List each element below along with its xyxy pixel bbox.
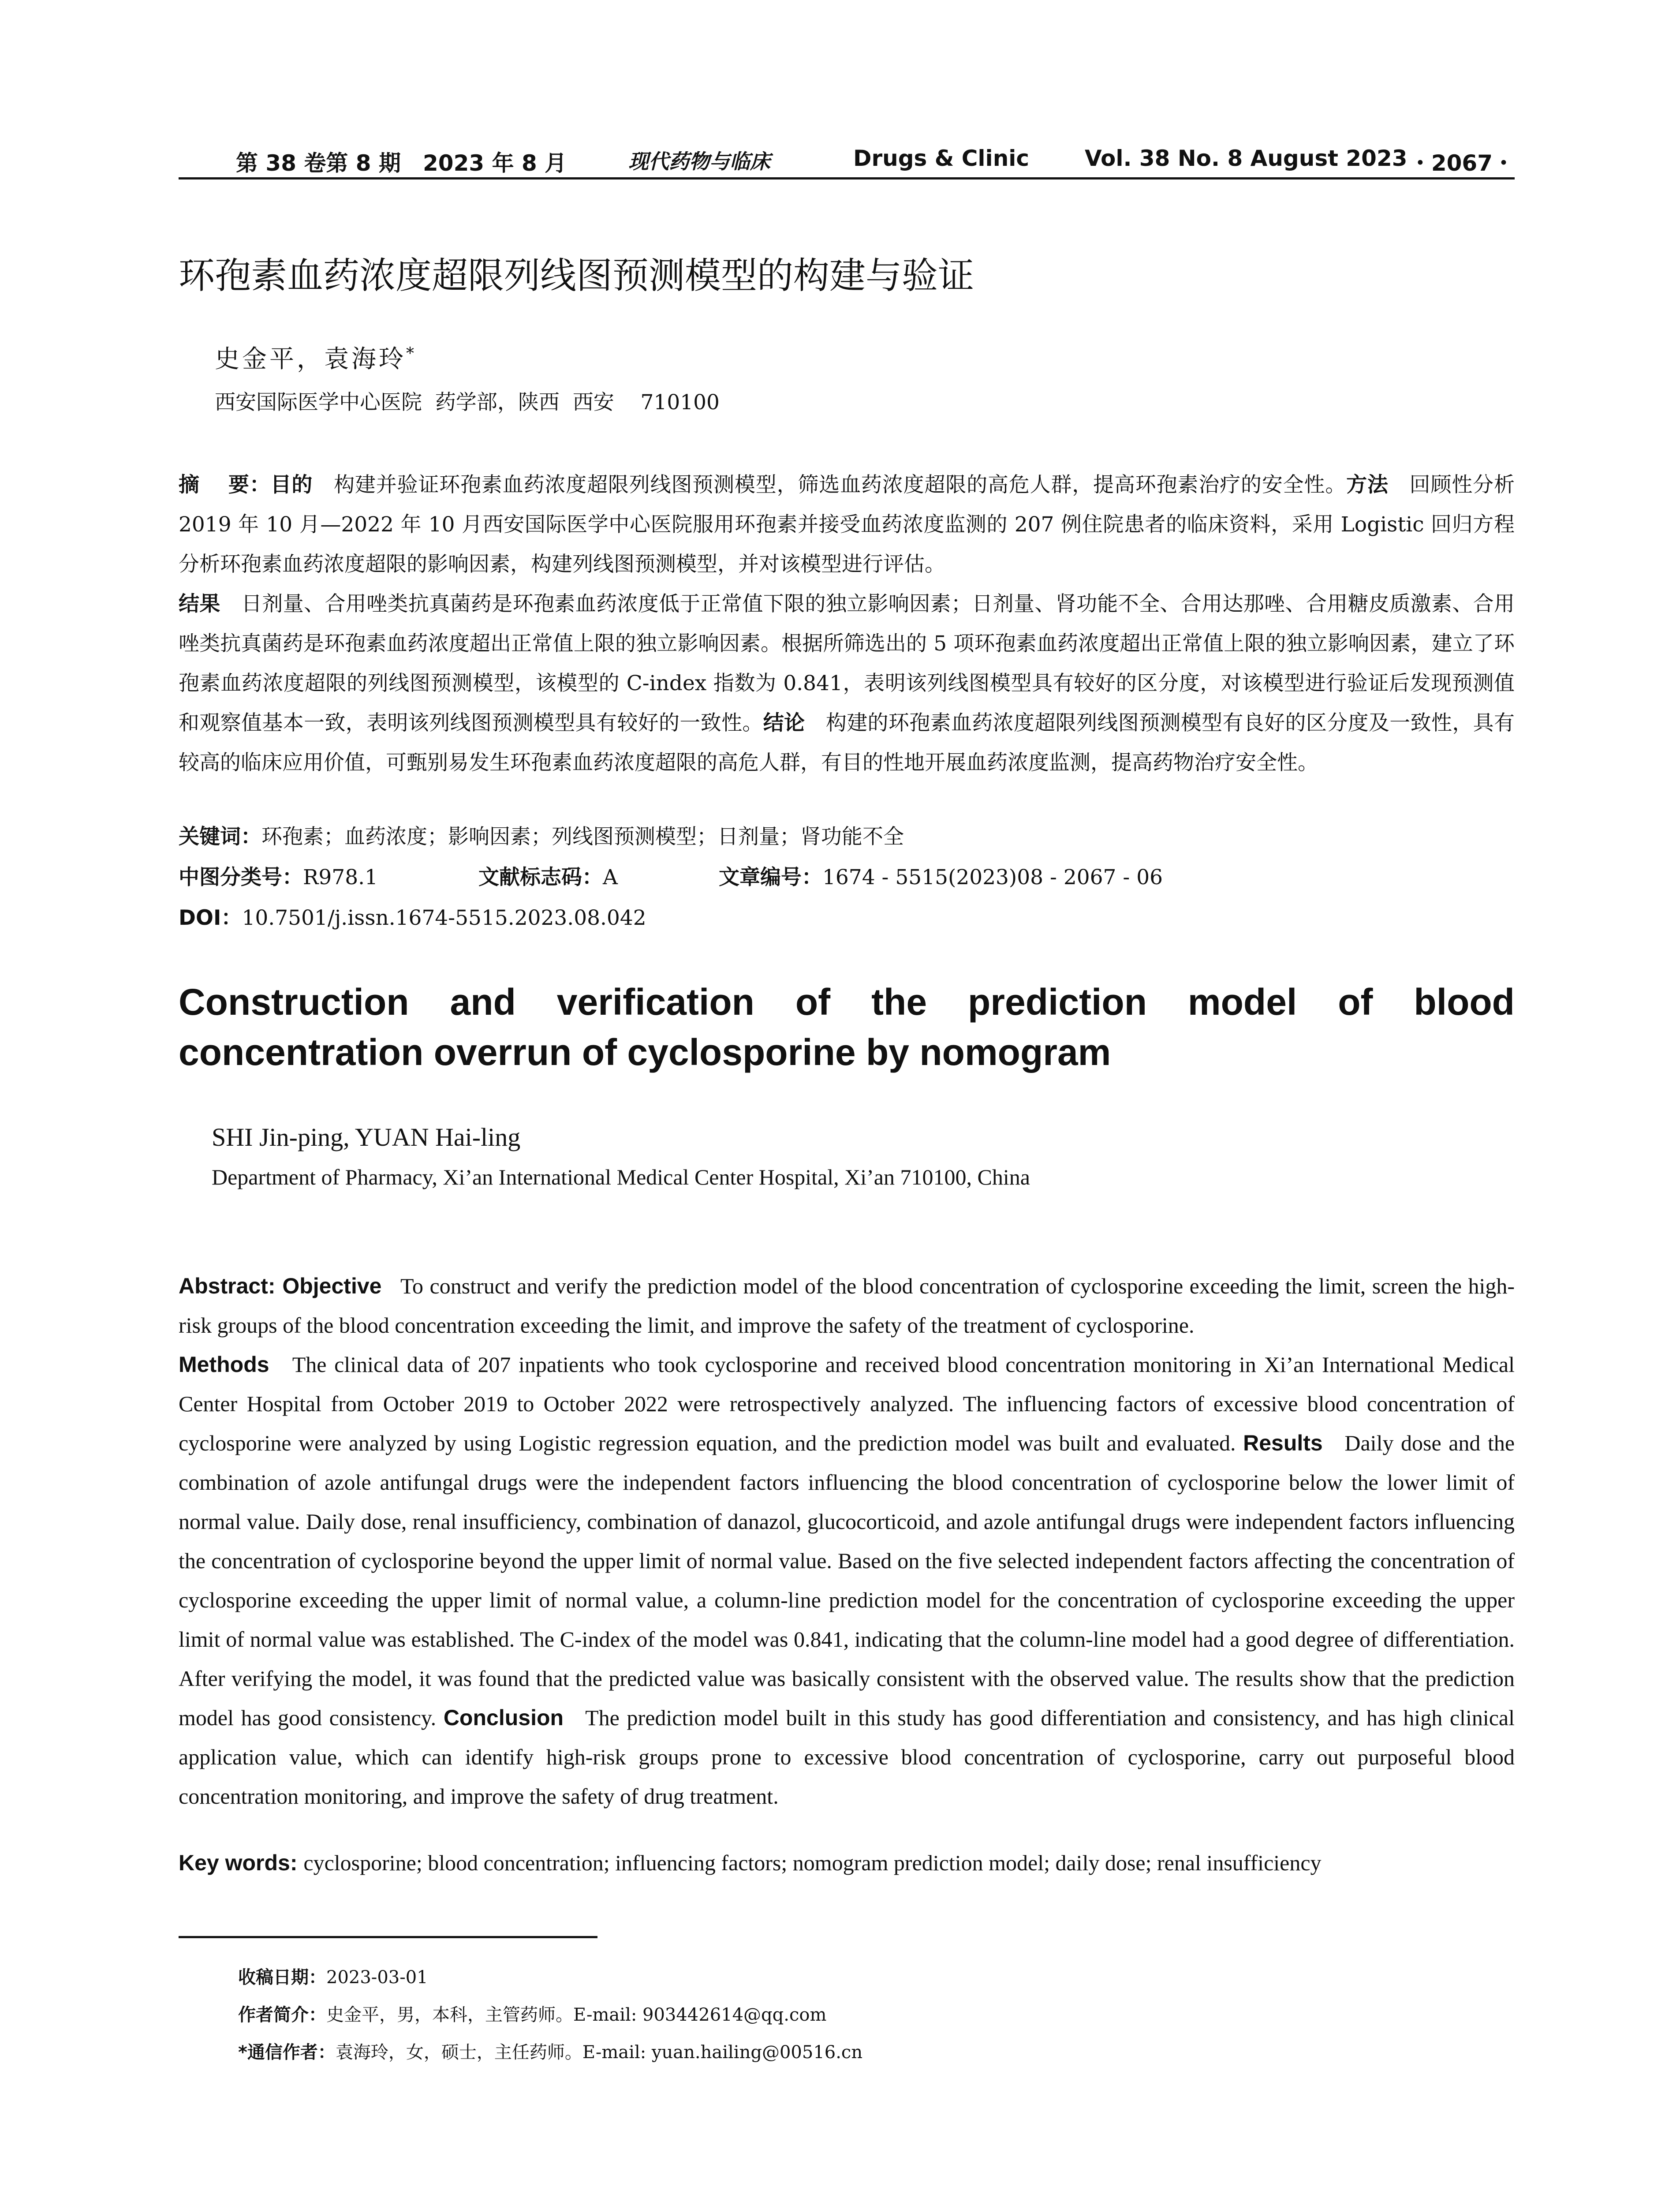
corresponding-mark: *	[406, 344, 417, 363]
cn-results-text: 日剂量、合用唑类抗真菌药是环孢素血药浓度低于正常值下限的独立影响因素；日剂量、肾功能不全、合用达那唑、合用糖皮质激素、合用唑类抗真菌药是环孢素血药浓度超出正常值上限的独立影响因素。根据所筛选出的 5 项环孢素血药浓度超出正常值上限的独立影响因素，建立了环孢素血药浓度超限的列线图预测模型，该模型的 C-index 指数为 0.841，表明该列线图模型具有较好的区分度，对该模型进行验证后发现预测值和观察值基本一致，表明该列线图预测模型具有较好的一致性。	[179, 592, 1515, 735]
en-conclusion-label: Conclusion	[443, 1705, 564, 1730]
cn-abstract	[179, 465, 1515, 783]
en-authors: SHI Jin-ping, YUAN Hai-ling	[212, 1123, 521, 1151]
cn-objective-label: 目的	[270, 473, 313, 497]
cn-affiliation: 西安国际医学中心医院 药学部，陕西 西安 710100	[215, 390, 720, 415]
footnote-author-bio	[238, 2001, 826, 2026]
header-volume-en: Vol. 38 No. 8 August 2023	[1085, 146, 1407, 171]
en-title: Construction and verification of the prediction model of blood concentration overrun of cyclosporine by nomogram	[179, 981, 1515, 1073]
cn-classification-line	[179, 861, 1163, 890]
en-keywords-text: cyclosporine; blood concentration; influencing factors; nomogram prediction model; daily dose; renal insufficiency	[303, 1850, 1322, 1875]
cn-methods-text: 回顾性分析 2019 年 10 月—2022 年 10 月西安国际医学中心医院服用环孢素并接受血药浓度监测的 207 例住院患者的临床资料，采用 Logistic 回归方程分析环孢素血药浓度超限的影响因素，构建列线图预测模型，并对该模型进行评估。	[179, 473, 1515, 576]
cn-authors	[215, 340, 417, 375]
en-results-text: Daily dose and the combination of azole antifungal drugs were the independent factors influencing the blood concentration of cyclosporine below the lower limit of normal value. Daily dose, renal insufficiency, combination of danazol, glucocorticoid, and azole antifungal drugs were independent factors influencing the concentration of cyclosporine beyond the upper limit of normal value. Based on the five selected independent factors affecting the concentration of cyclosporine exceeding the upper limit of normal value, a column-line prediction model for the concentration of cyclosporine exceeding the upper limit of normal value was established. The C-index of the model was 0.841, indicating that the column-line model had a good degree of differentiation. After verifying the model, it was found that the predicted value was basically consistent with the observed value. The results show that the prediction model has good consistency.	[179, 1431, 1515, 1730]
cn-article-no-value: 1674 - 5515(2023)08 - 2067 - 06	[822, 865, 1163, 889]
footnote-corresponding-author	[238, 2038, 862, 2063]
cn-keywords-label: 关键词：	[179, 825, 261, 849]
doi-value[interactable]: 10.7501/j.issn.1674-5515.2023.08.042	[242, 906, 646, 930]
cn-conclusion-label: 结论	[763, 711, 805, 735]
en-keywords-label: Key words:	[179, 1850, 304, 1875]
cn-results-label: 结果	[179, 592, 220, 616]
en-affiliation: Department of Pharmacy, Xi’an International Medical Center Hospital, Xi’an 710100, China	[212, 1165, 1030, 1189]
header-page-number: ・2067・	[1409, 150, 1515, 176]
cn-class-value: R978.1	[303, 865, 378, 889]
en-abstract-label: Abstract:	[179, 1274, 283, 1298]
cn-abstract-label: 摘 要：	[179, 473, 271, 497]
header-journal-cn: 现代药物与临床	[628, 149, 770, 173]
corresponding-label: *通信作者：	[238, 2042, 336, 2063]
author-bio-value: 史金平，男，本科，主管药师。E-mail: 903442614@qq.com	[326, 2005, 827, 2025]
doi-line	[179, 901, 646, 931]
header-volume-cn: 第 38 卷第 8 期 2023 年 8 月	[236, 150, 567, 176]
cn-methods-label: 方法	[1346, 473, 1389, 497]
cn-class-label: 中图分类号：	[179, 865, 303, 889]
cn-conclusion-text: 构建的环孢素血药浓度超限列线图预测模型有良好的区分度及一致性，具有较高的临床应用价值，可甄别易发生环孢素血药浓度超限的高危人群，有目的性地开展血药浓度监测，提高药物治疗安全性。	[179, 711, 1515, 775]
en-results-label: Results	[1243, 1431, 1323, 1455]
cn-class-code	[179, 865, 378, 889]
footnote-received	[238, 1963, 428, 1988]
cn-author-names: 史金平，袁海玲	[215, 345, 406, 374]
received-label: 收稿日期：	[238, 1967, 326, 1988]
cn-article-number	[719, 861, 1163, 890]
en-abstract	[179, 1267, 1515, 1816]
received-value: 2023-03-01	[326, 1967, 428, 1988]
en-objective-text: To construct and verify the prediction model of the blood concentration of cyclosporine exceeding the limit, screen the high-risk groups of the blood concentration exceeding the limit, and improve the safety of the treatment of cyclosporine.	[179, 1274, 1515, 1338]
cn-objective-text: 构建并验证环孢素血药浓度超限列线图预测模型，筛选血药浓度超限的高危人群，提高环孢素治疗的安全性。	[334, 473, 1347, 497]
en-methods-label: Methods	[179, 1352, 269, 1377]
cn-doc-id-label: 文献标志码：	[478, 865, 603, 889]
cn-article-no-label: 文章编号：	[719, 865, 822, 889]
en-keywords	[179, 1850, 1515, 1876]
author-bio-label: 作者简介：	[238, 2005, 326, 2025]
en-objective-label: Objective	[282, 1274, 382, 1298]
cn-doc-id-value: A	[603, 865, 618, 889]
corresponding-value: 袁海玲，女，硕士，主任药师。E-mail: yuan.hailing@00516.cn	[335, 2042, 863, 2063]
en-methods-text: The clinical data of 207 inpatients who took cyclosporine and received blood concentration monitoring in Xi’an International Medical Center Hospital from October 2019 to October 2022 were retrospectively analyzed. The influencing factors of excessive blood concentration of cyclosporine were analyzed by using Logistic regression equation, and the prediction model was built and evaluated.	[179, 1352, 1515, 1455]
en-conclusion-text: The prediction model built in this study has good differentiation and consistency, and has high clinical application value, which can identify high-risk groups prone to excessive blood concentration of cyclosporine, carry out purposeful blood concentration monitoring, and improve the safety of drug treatment.	[179, 1705, 1515, 1809]
cn-title: 环孢素血药浓度超限列线图预测模型的构建与验证	[179, 255, 974, 297]
cn-document-code	[478, 861, 618, 890]
cn-keywords-text: 环孢素；血药浓度；影响因素；列线图预测模型；日剂量；肾功能不全	[261, 825, 904, 849]
header-journal-en: Drugs & Clinic	[853, 146, 1030, 171]
running-header	[179, 142, 1515, 179]
cn-keywords	[179, 820, 904, 850]
footnote-divider	[179, 1936, 597, 1938]
doi-label: DOI：	[179, 906, 242, 930]
